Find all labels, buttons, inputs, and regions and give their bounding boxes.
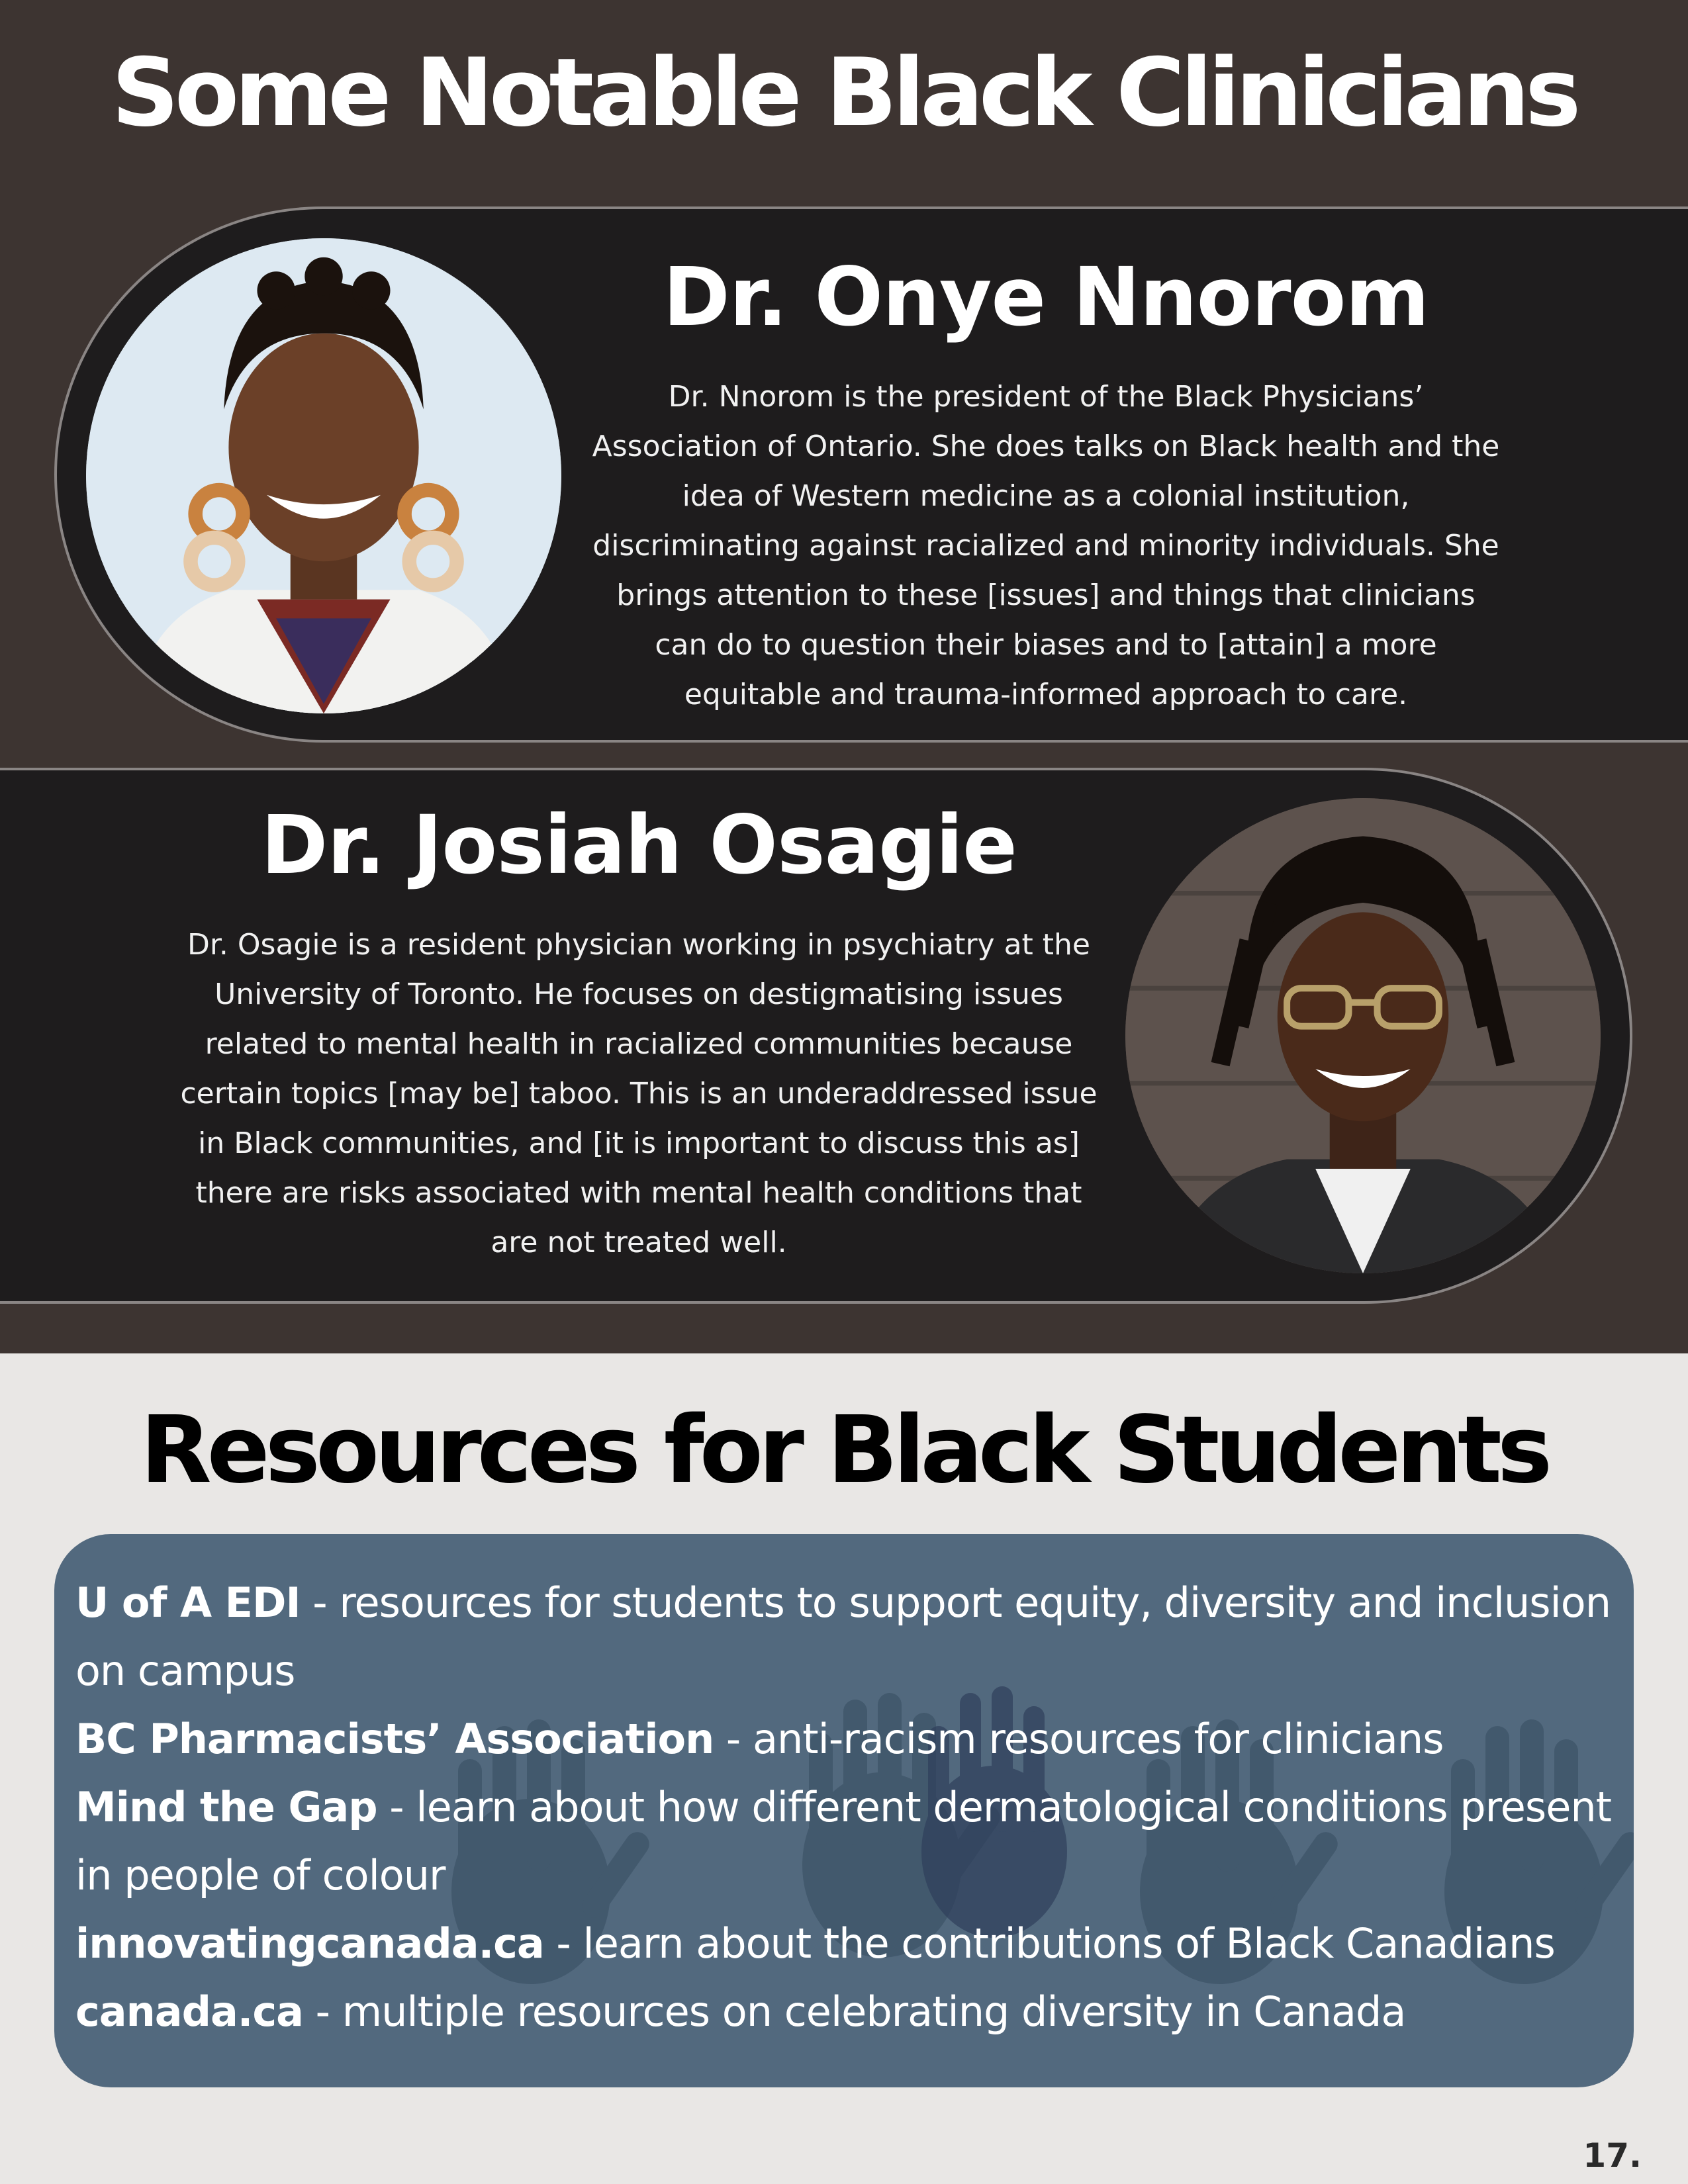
resource-description: - multiple resources on celebrating diversity in Canada [303,1987,1406,2036]
clinician-bio-nnorom [563,372,1529,719]
resource-name[interactable]: BC Pharmacists’ Association [75,1715,714,1763]
resource-description: - anti-racism resources for clinicians [714,1715,1444,1763]
list-item [75,1569,1624,1705]
bio-line: there are risks associated with mental health conditions that [195,1176,1082,1210]
page-number: 17. [1583,2136,1642,2175]
portrait-photo-osagie [1125,798,1601,1273]
bio-line: are not treated well. [491,1226,787,1259]
bio-line: Association of Ontario. She does talks on Black health and the [592,430,1500,463]
clinician-name-osagie: Dr. Josiah Osagie [261,798,1017,892]
bio-line: related to mental health in racialized communities because [205,1027,1073,1061]
list-item [75,1773,1624,1909]
clinician-bio-osagie [142,920,1135,1267]
list-item [75,1978,1624,2046]
bio-line: Dr. Nnorom is the president of the Black Physicians’ [668,380,1424,414]
bio-line: idea of Western medicine as a colonial institution, [682,479,1410,513]
portrait-photo-nnorom [86,238,561,713]
resource-description: - resources for students to support equity, diversity and inclusion on campus [75,1578,1611,1695]
bio-line: Dr. Osagie is a resident physician working in psychiatry at the [187,928,1090,962]
resource-name[interactable]: canada.ca [75,1987,303,2036]
bio-line: discriminating against racialized and minority individuals. She [592,529,1499,563]
clinician-name-nnorom: Dr. Onye Nnorom [663,250,1429,344]
resource-name[interactable]: innovatingcanada.ca [75,1919,544,1968]
resource-name[interactable]: Mind the Gap [75,1783,377,1831]
bio-line: University of Toronto. He focuses on destigmatising issues [214,978,1063,1011]
list-item [75,1909,1624,1978]
bio-line: equitable and trauma-informed approach to care. [684,678,1408,711]
list-item [75,1705,1624,1773]
resources-box [54,1534,1634,2087]
resource-name[interactable]: U of A EDI [75,1578,301,1627]
resource-list [75,1569,1624,2046]
bio-line: in Black communities, and [it is important to discuss this as] [198,1126,1080,1160]
resource-description: - learn about the contributions of Black Canadians [543,1919,1555,1968]
bio-line: certain topics [may be] taboo. This is an underaddressed issue [180,1077,1098,1111]
page-title: Some Notable Black Clinicians [111,38,1577,148]
resource-description: - learn about how different dermatological conditions present in people of colour [75,1783,1611,1899]
resources-title: Resources for Black Students [140,1396,1548,1504]
bio-line: brings attention to these [issues] and things that clinicians [616,578,1476,612]
bio-line: can do to question their biases and to [attain] a more [655,628,1437,662]
